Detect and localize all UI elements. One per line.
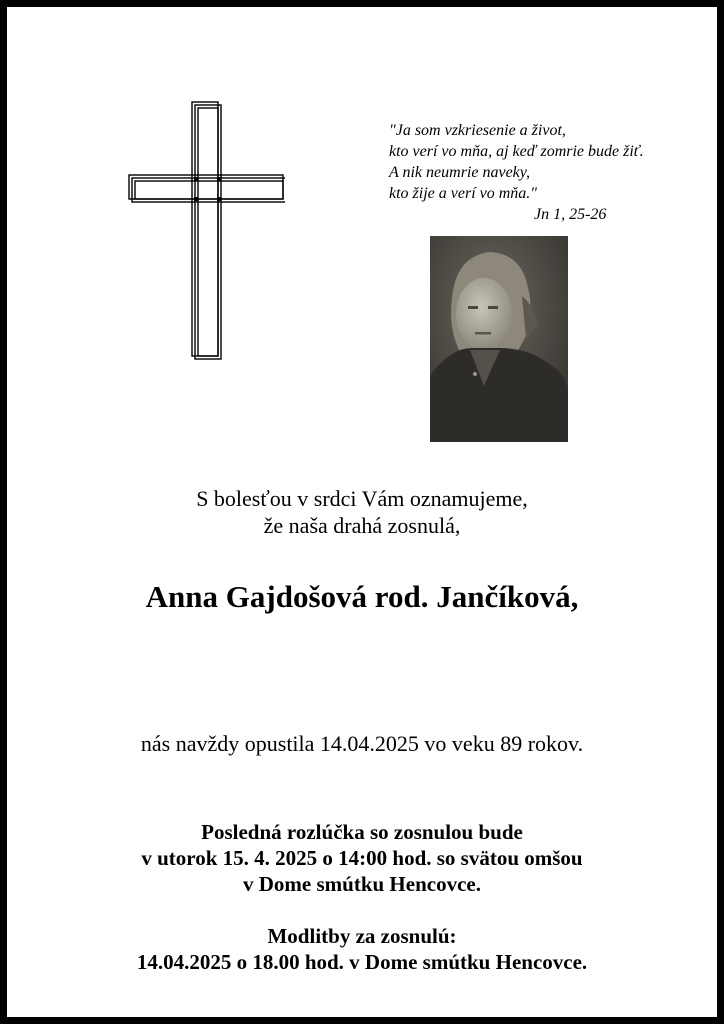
cross-icon <box>125 100 285 362</box>
departure-statement: nás navždy opustila 14.04.2025 vo veku 89 rokov. <box>140 731 584 756</box>
quote-line: "Ja som vzkriesenie a život, <box>389 122 566 139</box>
quote-line: A nik neumrie naveky, <box>389 164 530 181</box>
funeral-line: v Dome smútku Hencovce. <box>243 872 481 896</box>
prayer-details <box>7 923 717 975</box>
prayer-line: Modlitby za zosnulú: <box>267 924 457 948</box>
funeral-details <box>7 819 717 897</box>
announcement-intro <box>7 485 717 539</box>
funeral-line: Posledná rozlúčka so zosnulou bude <box>201 820 523 844</box>
funeral-line: v utorok 15. 4. 2025 o 14:00 hod. so svätou omšou <box>141 846 583 870</box>
obituary-card <box>7 7 717 1017</box>
portrait-photo <box>430 236 568 442</box>
intro-line: S bolesťou v srdci Vám oznamujeme, <box>196 486 528 511</box>
bible-quote <box>389 120 719 225</box>
quote-line: kto verí vo mňa, aj keď zomrie bude žiť. <box>389 143 644 160</box>
prayer-line: 14.04.2025 o 18.00 hod. v Dome smútku Hencovce. <box>136 950 588 974</box>
intro-line: že naša drahá zosnulá, <box>263 513 461 538</box>
quote-line: kto žije a verí vo mňa." <box>389 185 538 202</box>
quote-reference: Jn 1, 25-26 <box>534 206 607 223</box>
deceased-name: Anna Gajdošová rod. Jančíková, <box>145 579 579 614</box>
